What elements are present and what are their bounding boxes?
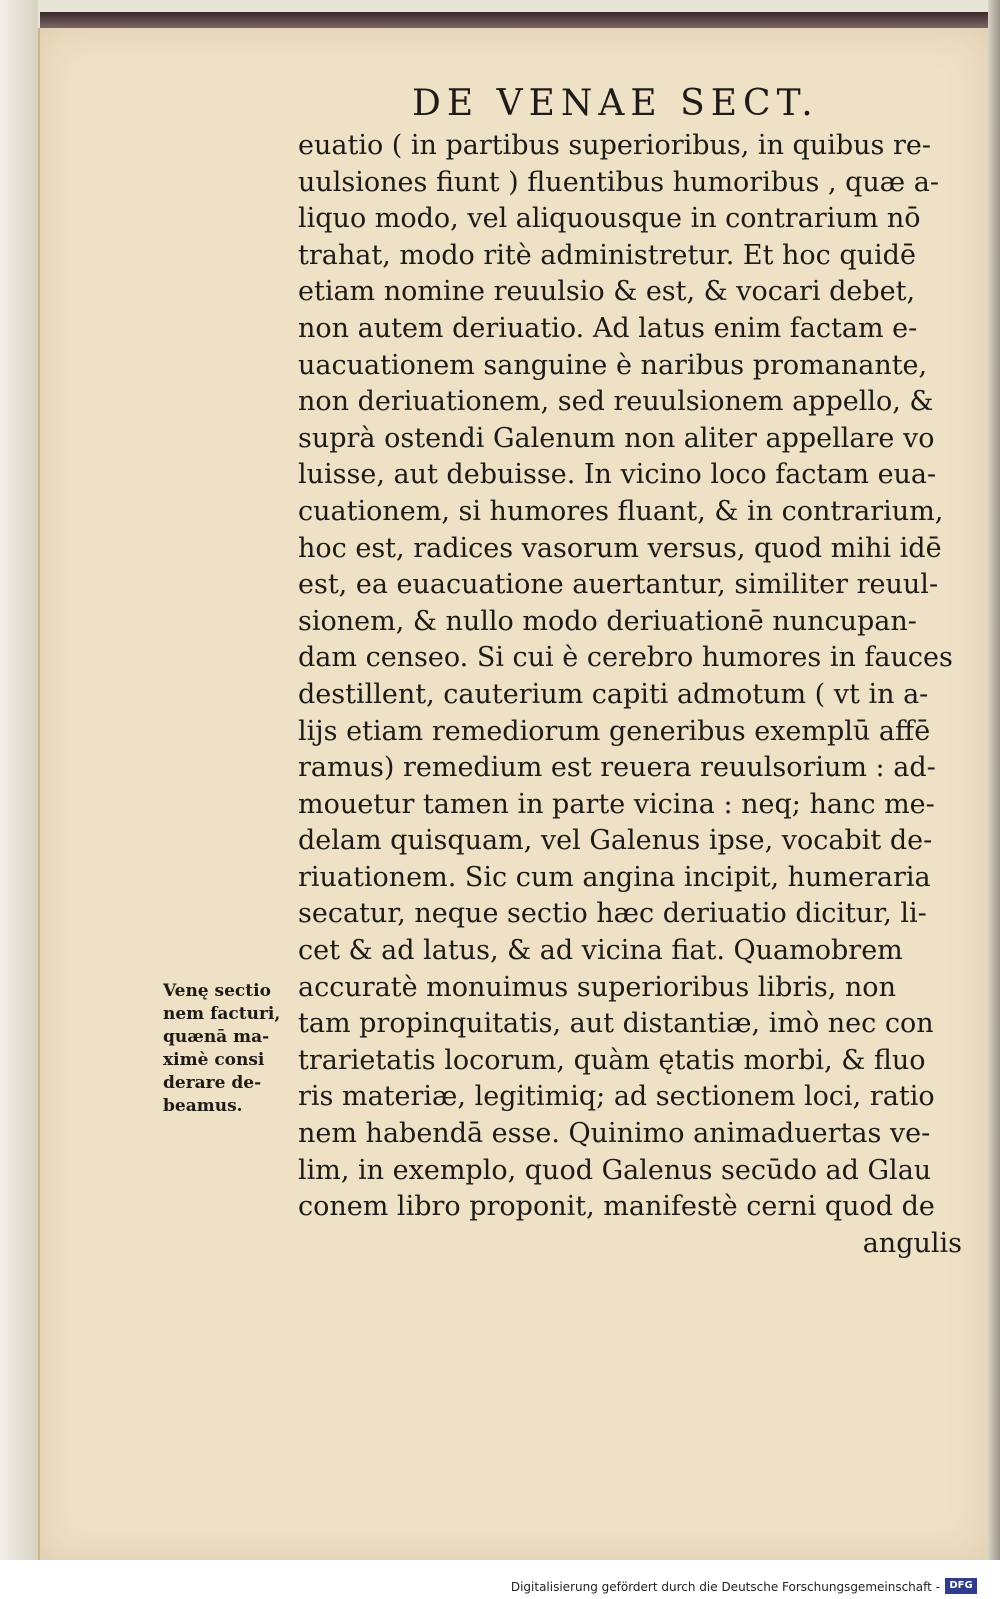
text-line: sionem, & nullo modo deriuationē nuncupan- [298,605,917,637]
text-line: cuationem, si humores fluant, & in contrarium, [298,495,944,527]
text-line: non autem deriuatio. Ad latus enim factam e- [298,312,918,344]
text-line: secatur, neque sectio hæc deriuatio dicitur, li- [298,898,927,930]
footer-credit: Digitalisierung gefördert durch die Deutsche Forschungsgemeinschaft - [510,1580,940,1594]
text-line: est, ea euacuatione auertantur, similiter reuul- [298,569,939,601]
margin-note-line: Venę sectio [163,981,271,1001]
margin-note-line: derare de- [163,1073,262,1093]
text-line: etiam nomine reuulsio & est, & vocari debet, [298,276,916,308]
text-line: lijs etiam remediorum generibus exemplū affē [298,715,931,747]
text-line: trarietatis locorum, quàm ętatis morbi, & fluo [298,1044,926,1076]
book-right-edge [988,0,1000,1560]
text-line: destillent, cauterium capiti admotum ( vt in a- [298,678,929,710]
text-line: riuationem. Sic cum angina incipit, humeraria [298,861,931,893]
text-line: tam propinquitatis, aut distantiæ, imò nec con [298,1008,934,1040]
catchword: angulis [862,1227,962,1259]
margin-note-line: quænā ma- [163,1027,270,1047]
text-line: delam quisquam, vel Galenus ipse, vocabit de- [298,825,933,857]
margin-note-line: nem facturi, [163,1004,281,1024]
text-line: ris materiæ, legitimiq; ad sectionem loci, ratio [298,1081,935,1113]
text-line: uacuationem sanguine è naribus promanante, [298,349,928,381]
text-line: dam censeo. Si cui è cerebro humores in fauces [298,642,953,674]
running-head: DE VENAE SECT. [412,83,819,124]
text-line: luisse, aut debuisse. In vicino loco factam eua- [298,459,937,491]
book-top-edge [40,12,988,28]
text-line: mouetur tamen in parte vicina : neq; hanc me- [298,788,935,820]
text-line: suprà ostendi Galenum non aliter appellare vo [298,422,935,454]
text-line: non deriuationem, sed reuulsionem appello, & [298,386,934,418]
text-line: euatio ( in partibus superioribus, in quibus re- [298,130,931,161]
margin-note-line: ximè consi [163,1050,265,1070]
margin-note [163,980,293,1118]
text-line: conem libro proponit, manifestè cerni quod de [298,1191,935,1223]
text-line: liquo modo, vel aliquousque in contrarium nō [298,203,921,235]
text-line: trahat, modo ritè administretur. Et hoc quidē [298,239,916,271]
text-line: accuratè monuimus superioribus libris, non [298,971,896,1003]
margin-note-line: beamus. [163,1096,243,1116]
text-line: ramus) remedium est reuera reuulsorium : ad- [298,752,936,784]
text-line: hoc est, radices vasorum versus, quod mihi idē [298,532,942,564]
text-line: cet & ad latus, & ad vicina fiat. Quamobrem [298,935,903,967]
body-text [298,128,978,1262]
dfg-logo: DFG [945,1578,977,1594]
text-line: lim, in exemplo, quod Galenus secūdo ad Glau [298,1154,932,1186]
text-line: nem habendā esse. Quinimo animaduertas ve- [298,1118,931,1150]
scan-left-edge [0,0,38,1560]
text-line: uulsiones fiunt ) fluentibus humoribus , quæ a- [298,166,939,198]
